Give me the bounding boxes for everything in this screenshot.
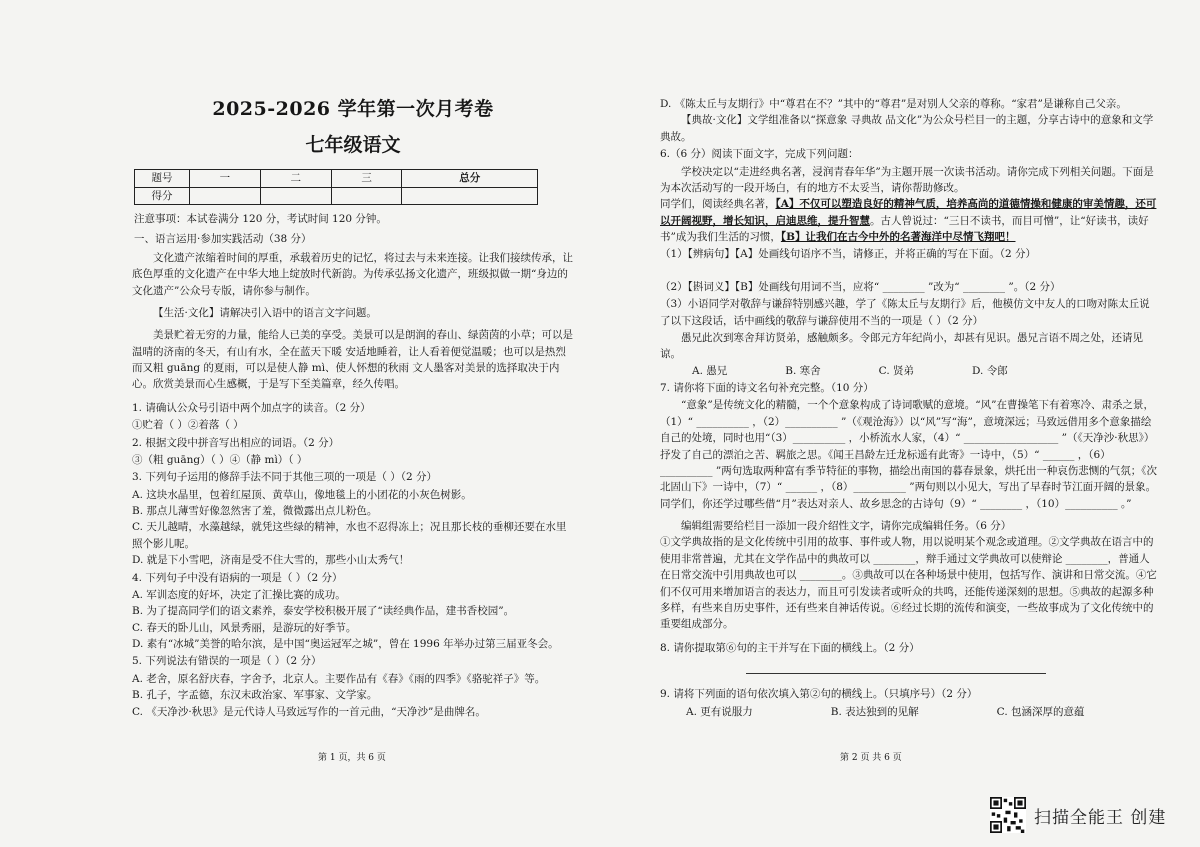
score-cell-score-label: 得分 [135, 187, 190, 204]
question-7-fill-in[interactable]: “意象”是传统文化的精髓，一个个意象构成了诗词歌赋的意境。“风”在曹操笔下有着寒冷、肃杀之景，（1）“ __________ ，（2）__________ ”（《观沧海》）以“风”写“海”，意境深远；马致远借用多个意象描绘自己的处境，同时也用“（3）__________ ，小桥流水人家，（4）“ __________________ ”（《天净沙·秋思》）抒发了自己的漂泊之苦、羁旅之思。《闻王昌龄左迁龙标遥有此寄》一诗中，（5）“ ______ ，（6）__________ ”两句选取两种富有季节特征的事物，描绘出南国的暮春景象，烘托出一种哀伤悲恻的气氛；《次北固山下》一诗中，（7）“ ______ ，（8）__________ ”两句则以小见大，写出了早春时节江面开阔的景象。同学们，你还学过哪些借“月”表达对亲人、故乡思念的古诗句（9）“ ________ ，（10）__________ 。” [660, 399, 1157, 510]
question-3-option-c[interactable]: C. 天儿越晴，水藻越绿，就凭这些绿的精神，水也不忍得冻上；况且那长枝的垂柳还要在水里照个影儿呢。 [132, 521, 567, 550]
scanner-watermark [990, 795, 1166, 835]
option-b[interactable]: B. 寒舍 [785, 364, 821, 377]
option-b[interactable]: B. 表达独到的见解 [830, 705, 919, 718]
part-label-life-culture: 【生活·文化】请解决引入语中的语言文字问题。 [153, 306, 377, 319]
score-cell-empty[interactable] [402, 187, 538, 204]
question-7-intro-text[interactable]: ①文学典故指的是文化传统中引用的故事、事件或人物，用以说明某个观念或道理。②文学典故在语言中的使用非常普遍，尤其在文学作品中的典故可以 ________，辩手通过文学典故可以使辩论 ________，普通人在日常交流中引用典故也可以 ________。③典故可以在各种场景中使用，包括写作、演讲和日常交流。④它们不仅可用来增加语言的表达力，而且可引发读者或听众的共鸣，还能传递深刻的思想。⑤典故的起源多种多样，有些来自历史事件，还有些来自神话传说。⑥经过长期的流传和演变，一些故事成为了文化传统中的重要组成部分。 [660, 536, 1157, 631]
opening-remarks-start: 同学们，阅读经典名著， [660, 198, 776, 211]
question-4: 4. 下列句子中没有语病的一项是（ ）（2 分） [132, 571, 343, 584]
score-cell-part1: 一 [190, 170, 261, 187]
exam-subtitle: 七年级语文 [305, 133, 401, 156]
question-4-option-c[interactable]: C. 春天的卧儿山，风景秀丽，是游玩的好季节。 [132, 621, 357, 634]
question-7-editing-task: 编辑组需要给栏目一添加一段介绍性文字，请你完成编辑任务。（6 分） [681, 520, 1012, 532]
exam-notice: 注意事项：本试卷满分 120 分，考试时间 120 分钟。 [134, 213, 387, 225]
question-2: 2. 根据文段中拼音写出相应的词语。（2 分） [132, 436, 340, 449]
score-cell-total: 总分 [402, 170, 538, 187]
question-1: 1. 请确认公众号引语中两个加点字的读音。（2 分） [132, 401, 371, 414]
opening-remarks-middle: 。古人曾说过：“三日不读书，而目可憎”，让“好读书，读好书”成为我们生活的习惯， [660, 214, 1149, 243]
question-5-option-a[interactable]: A. 老舍，原名舒庆春，字舍予，北京人。主要作品有《春》《雨的四季》《骆驼祥子》等。 [132, 672, 546, 685]
question-6-part-3: （3）小语同学对敬辞与谦辞特别感兴趣，学了《陈太丘与友期行》后，他模仿文中友人的口吻对陈太丘说了以下这段话，话中画线的敬辞与谦辞使用不当的一项是（ ）（2 分） [660, 298, 1150, 327]
question-8: 8. 请你提取第⑥句的主干并写在下面的横线上。（2 分） [660, 641, 920, 654]
question-1-blanks[interactable]: ①贮着（ ）②着落（ ） [132, 419, 244, 432]
question-6-part-2[interactable]: （2）【斟词义】【B】处画线句用词不当，应将“ ________ ”改为“ ________ ”。（2 分） [660, 280, 1061, 293]
option-c[interactable]: C. 贤弟 [878, 364, 915, 377]
reading-passage: 美景贮着无穷的力量，能给人已美的享受。美景可以是朗润的春山、绿茵茵的小草；可以是温晴的济南的冬天，有山有水，全在蓝天下暖 安适地睡着，让人看着便觉温暖；也可以是热烈而又粗 guāng 的夏雨，可以是使人静 mì、使人怀想的秋雨 文人墨客对美景的选择取决于内心。欣赏美景而心生感概，于是写下至美篇章，经久传唱。 [132, 329, 573, 391]
question-4-option-a[interactable]: A. 军训态度的好坏，决定了汇操比赛的成功。 [132, 588, 346, 601]
question-5-option-c[interactable]: C. 《天净沙·秋思》是元代诗人马致远写作的一首元曲，“天净沙”是曲牌名。 [132, 705, 486, 718]
score-table-score-row [135, 187, 538, 204]
question-9-options [660, 704, 1160, 720]
qr-code-icon [990, 797, 1026, 833]
question-3-option-b[interactable]: B. 那点儿薄雪好像忽然害了羞，微微露出点儿粉色。 [132, 505, 378, 517]
question-8-answer-line[interactable] [746, 663, 1046, 674]
exam-title: 2025-2026 学年第一次月考卷 [212, 98, 494, 120]
exam-page-2 [610, 0, 1200, 847]
question-3-option-a[interactable]: A. 这块水晶里，包着红屋顶、黄草山，像地毯上的小团花的小灰色树影。 [132, 488, 472, 501]
question-6: 6.（6 分）阅读下面文字，完成下列问题： [660, 148, 859, 161]
question-5: 5. 下列说法有错误的一项是（ ）（2 分） [132, 655, 322, 668]
option-c[interactable]: C. 包涵深厚的意蕴 [996, 705, 1085, 718]
underlined-sentence-b: 【B】让我们在古今中外的名著海洋中尽情飞翔吧！ [780, 231, 1016, 243]
question-6-part-3-options [660, 363, 1160, 379]
score-cell-empty[interactable] [190, 187, 261, 204]
question-7: 7. 请你将下面的诗文名句补充完整。（10 分） [660, 382, 874, 394]
part-label-allusion-culture: 【典故·文化】文学组准备以“探意象 寻典故 品文化”为公众号栏目一的主题，分享古诗中的意象和文学典故。 [660, 114, 1154, 143]
page-footer-2: 第 2 页 共 6 页 [840, 753, 902, 763]
option-a[interactable]: A. 愚兄 [692, 364, 728, 377]
score-table [134, 169, 538, 205]
score-cell-label: 题号 [135, 170, 190, 187]
question-5-option-b[interactable]: B. 孔子，字孟德，东汉末政治家、军事家、文学家。 [132, 689, 378, 702]
score-table-header-row [135, 170, 538, 187]
question-6-part-3-passage: 愚兄此次到寒舍拜访贤弟，感触颇多。令郎元方年纪尚小，却甚有见识。愚兄言语不周之处，还请见谅。 [660, 331, 1143, 361]
score-cell-empty[interactable] [260, 187, 331, 204]
question-5-option-d[interactable]: D. 《陈太丘与友期行》中“尊君在不？”其中的“尊君”是对别人父亲的尊称。“家君”是谦称自己父亲。 [660, 98, 1127, 110]
score-cell-empty[interactable] [331, 187, 402, 204]
score-cell-part2: 二 [260, 170, 331, 187]
question-4-option-d[interactable]: D. 素有“冰城”美誉的哈尔滨，是中国“奥运冠军之城”，曾在 1996 年举办过第三届亚冬会。 [132, 638, 559, 650]
page-footer-1: 第 1 页，共 6 页 [318, 753, 386, 763]
question-6-opening-remarks [660, 196, 1160, 245]
section-heading-1: 一、语言运用·参加实践活动（38 分） [134, 233, 312, 246]
option-a[interactable]: A. 更有说服力 [686, 705, 753, 718]
option-d[interactable]: D. 令郎 [972, 364, 1008, 377]
question-6-intro: 学校决定以“走进经典名著，浸润青春年华”为主题开展一次读书活动。请你完成下列相关问题。下面是为本次活动写的一段开场白，有的地方不太妥当，请你帮助修改。 [660, 165, 1154, 194]
question-3: 3. 下列句子运用的修辞手法不同于其他三项的一项是（ ）（2 分） [132, 471, 437, 484]
question-4-option-b[interactable]: B. 为了提高同学们的语文素养，泰安学校积极开展了“读经典作品，建书香校园”。 [132, 605, 515, 618]
score-cell-part3: 三 [331, 170, 402, 187]
question-9: 9. 请将下列面的语句依次填入第②句的横线上。（只填序号）（2 分） [660, 688, 978, 701]
intro-paragraph: 文化遗产浓缩着时间的厚重，承载着历史的记忆，将过去与未来连接。让我们接续传承，让底色厚重的文化遗产在中华大地上绽放时代新韵。为传承弘扬文化遗产，班级拟做一期“身边的文化遗产”公众号专版，请你参与制作。 [132, 251, 573, 297]
question-6-part-1: （1）【辨病句】【A】处画线句语序不当，请修正，并将正确的写在下面。（2 分） [660, 248, 1037, 261]
question-3-option-d[interactable]: D. 就是下小雪吧，济南是受不住大雪的，那些小山太秀气！ [132, 554, 410, 567]
scanner-watermark-text: 扫描全能王 创建 [1034, 807, 1167, 828]
question-2-blanks[interactable]: ③（粗 guāng）（ ）④（静 mì）（ ） [132, 453, 308, 466]
underlined-sentence-a: 【A】不仅可以塑造良好的精神气质，培养高尚的道德情操和健康的审美情趣，还可以开阔视野，增长知识，启迪思维，提升智慧 [660, 198, 1157, 227]
